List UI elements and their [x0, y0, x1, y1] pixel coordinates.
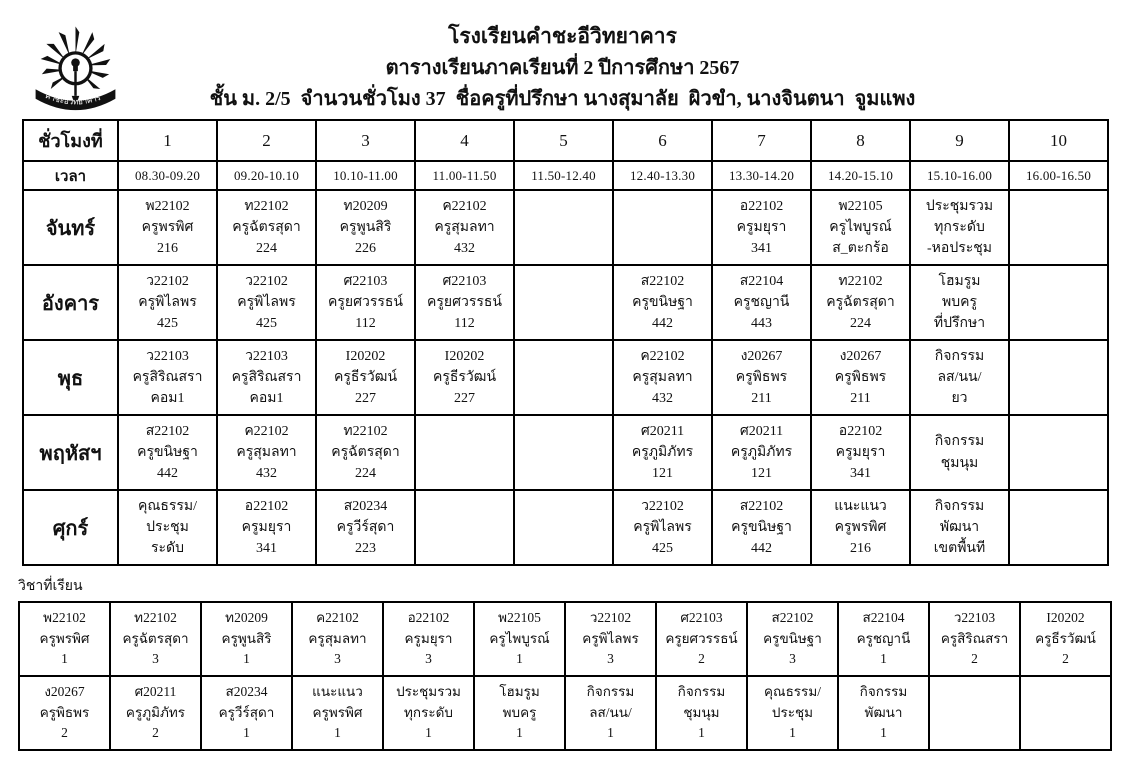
timetable-cell: อ22102 ครูมยุรา 341: [811, 415, 910, 490]
period-number: 8: [811, 120, 910, 161]
period-header-label: ชั่วโมงที่: [23, 120, 118, 161]
period-number: 7: [712, 120, 811, 161]
subject-cell: ท20209 ครูพูนสิริ 1: [201, 602, 292, 676]
timetable-cell: พ22102 ครูพรพิศ 216: [118, 190, 217, 265]
day-row: [23, 265, 1108, 340]
period-number: 5: [514, 120, 613, 161]
subject-cell: I20202 ครูธีรวัฒน์ 2: [1020, 602, 1111, 676]
timetable-cell: กิจกรรม ลส/นน/ ยว: [910, 340, 1009, 415]
timetable-cell: ท22102 ครูฉัตรสุดา 224: [217, 190, 316, 265]
subject-cell: ส22104 ครูชญานี 1: [838, 602, 929, 676]
period-number: 4: [415, 120, 514, 161]
time-range: 11.00-11.50: [415, 161, 514, 190]
time-range: 13.30-14.20: [712, 161, 811, 190]
timetable-cell: ว22103 ครูสิริณสรา คอม1: [118, 340, 217, 415]
timetable-body: [23, 120, 1108, 565]
period-number: 6: [613, 120, 712, 161]
time-header-label: เวลา: [23, 161, 118, 190]
day-row: [23, 190, 1108, 265]
timetable-cell: กิจกรรม ชุมนุม: [910, 415, 1009, 490]
timetable-cell: [514, 265, 613, 340]
time-range: 15.10-16.00: [910, 161, 1009, 190]
timetable-cell: ท22102 ครูฉัตรสุดา 224: [811, 265, 910, 340]
time-range: 11.50-12.40: [514, 161, 613, 190]
time-range: 08.30-09.20: [118, 161, 217, 190]
school-logo-emblem: [28, 24, 123, 124]
day-label: จันทร์: [23, 190, 118, 265]
logo-ribbon-text: คำชะอีวิทยาคาร: [44, 91, 102, 107]
timetable-cell: ศ22103 ครูยศวรรธน์ 112: [316, 265, 415, 340]
timetable-cell: กิจกรรม พัฒนา เขตพื้นที: [910, 490, 1009, 565]
timetable-cell: I20202 ครูธีรวัฒน์ 227: [415, 340, 514, 415]
subject-cell: คุณธรรม/ ประชุม 1: [747, 676, 838, 750]
subject-cell: [1020, 676, 1111, 750]
time-range: 12.40-13.30: [613, 161, 712, 190]
timetable-cell: [613, 190, 712, 265]
timetable-cell: ค22102 ครูสุมลทา 432: [217, 415, 316, 490]
timetable-cell: [1009, 265, 1108, 340]
subject-cell: อ22102 ครูมยุรา 3: [383, 602, 474, 676]
timetable-cell: ว22102 ครูพิไลพร 425: [118, 265, 217, 340]
period-number: 1: [118, 120, 217, 161]
timetable-cell: ค22102 ครูสุมลทา 432: [415, 190, 514, 265]
timetable-cell: ว22102 ครูพิไลพร 425: [217, 265, 316, 340]
subject-cell: ง20267 ครูพิธพร 2: [19, 676, 110, 750]
timetable-cell: [415, 415, 514, 490]
period-number: 10: [1009, 120, 1108, 161]
subject-cell: [929, 676, 1020, 750]
timetable-cell: ว22103 ครูสิริณสรา คอม1: [217, 340, 316, 415]
day-label: ศุกร์: [23, 490, 118, 565]
timetable-cell: ส20234 ครูวีร์สุดา 223: [316, 490, 415, 565]
subject-cell: กิจกรรม พัฒนา 1: [838, 676, 929, 750]
timetable-cell: [514, 490, 613, 565]
subject-cell: ศ22103 ครูยศวรรธน์ 2: [656, 602, 747, 676]
timetable-cell: แนะแนว ครูพรพิศ 216: [811, 490, 910, 565]
subject-cell: ว22102 ครูพิไลพร 3: [565, 602, 656, 676]
school-name: โรงเรียนคำชะอีวิทยาคาร: [448, 24, 677, 48]
subject-cell: พ22105 ครูไพบูรณ์ 1: [474, 602, 565, 676]
times-row: [23, 161, 1108, 190]
subjects-row: [19, 676, 1111, 750]
timetable-cell: ส22104 ครูชญานี 443: [712, 265, 811, 340]
timetable-cell: ค22102 ครูสุมลทา 432: [613, 340, 712, 415]
semester-title: ตารางเรียนภาคเรียนที่ 2 ปีการศึกษา 2567: [385, 57, 740, 79]
day-row: [23, 340, 1108, 415]
timetable-cell: ง20267 ครูพิธพร 211: [712, 340, 811, 415]
period-number: 2: [217, 120, 316, 161]
periods-row: [23, 120, 1108, 161]
timetable-cell: ส22102 ครูขนิษฐา 442: [613, 265, 712, 340]
day-label: พฤหัสฯ: [23, 415, 118, 490]
time-range: 16.00-16.50: [1009, 161, 1108, 190]
timetable-cell: พ22105 ครูไพบูรณ์ ส_ตะกร้อ: [811, 190, 910, 265]
day-label: พุธ: [23, 340, 118, 415]
subject-cell: ส22102 ครูขนิษฐา 3: [747, 602, 838, 676]
timetable-cell: ศ22103 ครูยศวรรธน์ 112: [415, 265, 514, 340]
timetable-cell: ท20209 ครูพูนสิริ 226: [316, 190, 415, 265]
subjects-row: [19, 602, 1111, 676]
subject-cell: ส20234 ครูวีร์สุดา 1: [201, 676, 292, 750]
timetable-cell: โฮมรูม พบครู ที่ปรึกษา: [910, 265, 1009, 340]
timetable-cell: [514, 415, 613, 490]
time-range: 14.20-15.10: [811, 161, 910, 190]
timetable-cell: อ22102 ครูมยุรา 341: [217, 490, 316, 565]
timetable-cell: [1009, 190, 1108, 265]
subject-cell: แนะแนว ครูพรพิศ 1: [292, 676, 383, 750]
header: [0, 0, 1125, 109]
subject-cell: ค22102 ครูสุมลทา 3: [292, 602, 383, 676]
day-row: [23, 490, 1108, 565]
day-label: อังคาร: [23, 265, 118, 340]
timetable-cell: [1009, 490, 1108, 565]
subject-cell: ประชุมรวม ทุกระดับ 1: [383, 676, 474, 750]
timetable-cell: ศ20211 ครูภูมิภัทร 121: [613, 415, 712, 490]
timetable-cell: [514, 340, 613, 415]
time-range: 10.10-11.00: [316, 161, 415, 190]
school-logo: [28, 24, 123, 124]
timetable-cell: ประชุมรวม ทุกระดับ -หอประชุม: [910, 190, 1009, 265]
subject-cell: พ22102 ครูพรพิศ 1: [19, 602, 110, 676]
subject-cell: กิจกรรม ลส/นน/ 1: [565, 676, 656, 750]
subjects-body: [19, 602, 1111, 750]
subject-cell: ว22103 ครูสิริณสรา 2: [929, 602, 1020, 676]
subject-cell: กิจกรรม ชุมนุม 1: [656, 676, 747, 750]
timetable-cell: [1009, 415, 1108, 490]
timetable-cell: อ22102 ครูมยุรา 341: [712, 190, 811, 265]
subject-cell: โฮมรูม พบครู 1: [474, 676, 565, 750]
subject-cell: ท22102 ครูฉัตรสุดา 3: [110, 602, 201, 676]
timetable-cell: ส22102 ครูขนิษฐา 442: [712, 490, 811, 565]
timetable-cell: I20202 ครูธีรวัฒน์ 227: [316, 340, 415, 415]
timetable-cell: [514, 190, 613, 265]
timetable: [22, 119, 1109, 566]
period-number: 9: [910, 120, 1009, 161]
timetable-cell: [415, 490, 514, 565]
timetable-cell: [1009, 340, 1108, 415]
timetable-cell: ง20267 ครูพิธพร 211: [811, 340, 910, 415]
day-row: [23, 415, 1108, 490]
class-info-line: ชั้น ม. 2/5 จำนวนชั่วโมง 37 ชื่อครูที่ปรึกษา นางสุมาลัย ผิวขำ, นางจินตนา จูมแพง: [209, 88, 916, 110]
subject-cell: ศ20211 ครูภูมิภัทร 2: [110, 676, 201, 750]
period-number: 3: [316, 120, 415, 161]
timetable-cell: ศ20211 ครูภูมิภัทร 121: [712, 415, 811, 490]
timetable-cell: ว22102 ครูพิไลพร 425: [613, 490, 712, 565]
subjects-table: [18, 601, 1112, 751]
timetable-cell: ส22102 ครูขนิษฐา 442: [118, 415, 217, 490]
timetable-cell: ท22102 ครูฉัตรสุดา 224: [316, 415, 415, 490]
timetable-cell: คุณธรรม/ ประชุม ระดับ: [118, 490, 217, 565]
subjects-section-label: วิชาที่เรียน: [18, 579, 83, 594]
time-range: 09.20-10.10: [217, 161, 316, 190]
